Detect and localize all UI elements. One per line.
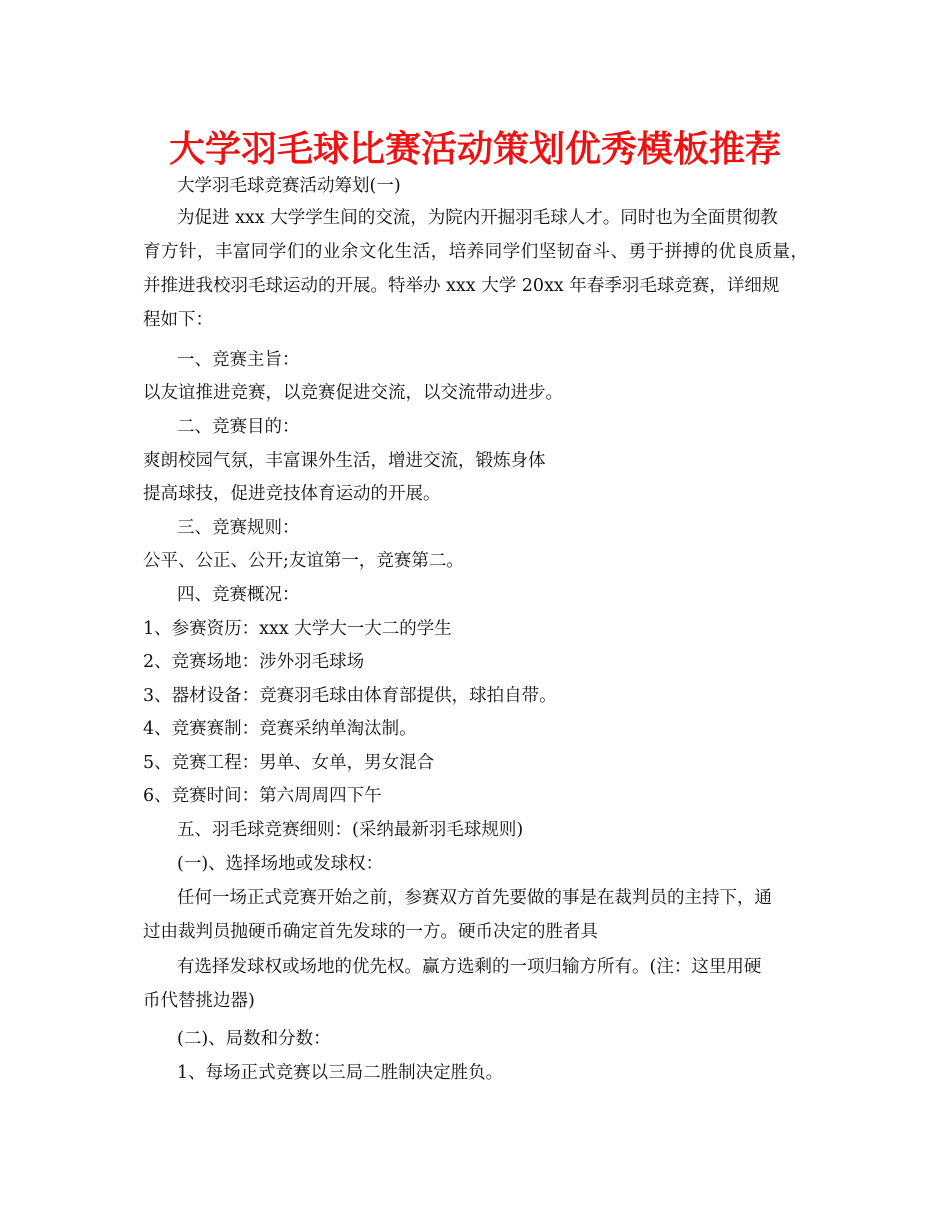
subtitle-line: 大学羽毛球竞赛活动筹划(一) <box>177 176 401 196</box>
list-item: 2、竞赛场地：涉外羽毛球场 <box>143 652 365 672</box>
paragraph-line: 任何一场正式竞赛开始之前，参赛双方首先要做的事是在裁判员的主持下，通 <box>177 888 772 908</box>
section-heading: 三、竞赛规则： <box>177 518 300 538</box>
list-item: 1、每场正式竞赛以三局二胜制决定胜负。 <box>177 1063 504 1083</box>
list-item: 1、参赛资历：xxx 大学大一大二的学生 <box>143 619 452 639</box>
list-item: 5、竞赛工程：男单、女单，男女混合 <box>143 753 435 773</box>
document-title: 大学羽毛球比赛活动策划优秀模板推荐 <box>168 129 781 170</box>
paragraph-line: 币代替挑边器) <box>143 991 255 1011</box>
subsection-heading: (二)、局数和分数： <box>177 1029 331 1049</box>
paragraph-line: 有选择发球权或场地的优先权。赢方选剩的一项归输方所有。(注：这里用硬 <box>177 957 762 977</box>
paragraph-line: 育方针，丰富同学们的业余文化生活，培养同学们坚韧奋斗、勇于拼搏的优良质量， <box>143 242 808 262</box>
paragraph-line: 并推进我校羽毛球运动的开展。特举办 xxx 大学 20xx 年春季羽毛球竞赛，详细规 <box>143 276 780 296</box>
paragraph-line: 程如下： <box>143 310 213 330</box>
list-item: 6、竞赛时间：第六周周四下午 <box>143 786 382 806</box>
paragraph-line: 公平、公正、公开;友谊第一，竞赛第二。 <box>143 551 464 571</box>
section-heading: 二、竞赛目的： <box>177 417 300 437</box>
paragraph-line: 过由裁判员抛硬币确定首先发球的一方。硬币决定的胜者具 <box>143 922 598 942</box>
paragraph-line: 以友谊推进竞赛，以竞赛促进交流，以交流带动进步。 <box>143 383 563 403</box>
list-item: 4、竞赛赛制：竞赛采纳单淘汰制。 <box>143 719 417 739</box>
paragraph-line: 为促进 xxx 大学学生间的交流，为院内开掘羽毛球人才。同时也为全面贯彻教 <box>177 208 778 228</box>
section-heading: 四、竞赛概况： <box>177 585 300 605</box>
list-item: 3、器材设备：竞赛羽毛球由体育部提供，球拍自带。 <box>143 686 557 706</box>
section-heading: 五、羽毛球竞赛细则：(采纳最新羽毛球规则) <box>177 820 524 840</box>
section-heading: 一、竞赛主旨： <box>177 350 300 370</box>
paragraph-line: 提高球技，促进竞技体育运动的开展。 <box>143 484 441 504</box>
subsection-heading: (一)、选择场地或发球权： <box>177 854 384 874</box>
paragraph-line: 爽朗校园气氛，丰富课外生活，增进交流，锻炼身体 <box>143 451 546 471</box>
